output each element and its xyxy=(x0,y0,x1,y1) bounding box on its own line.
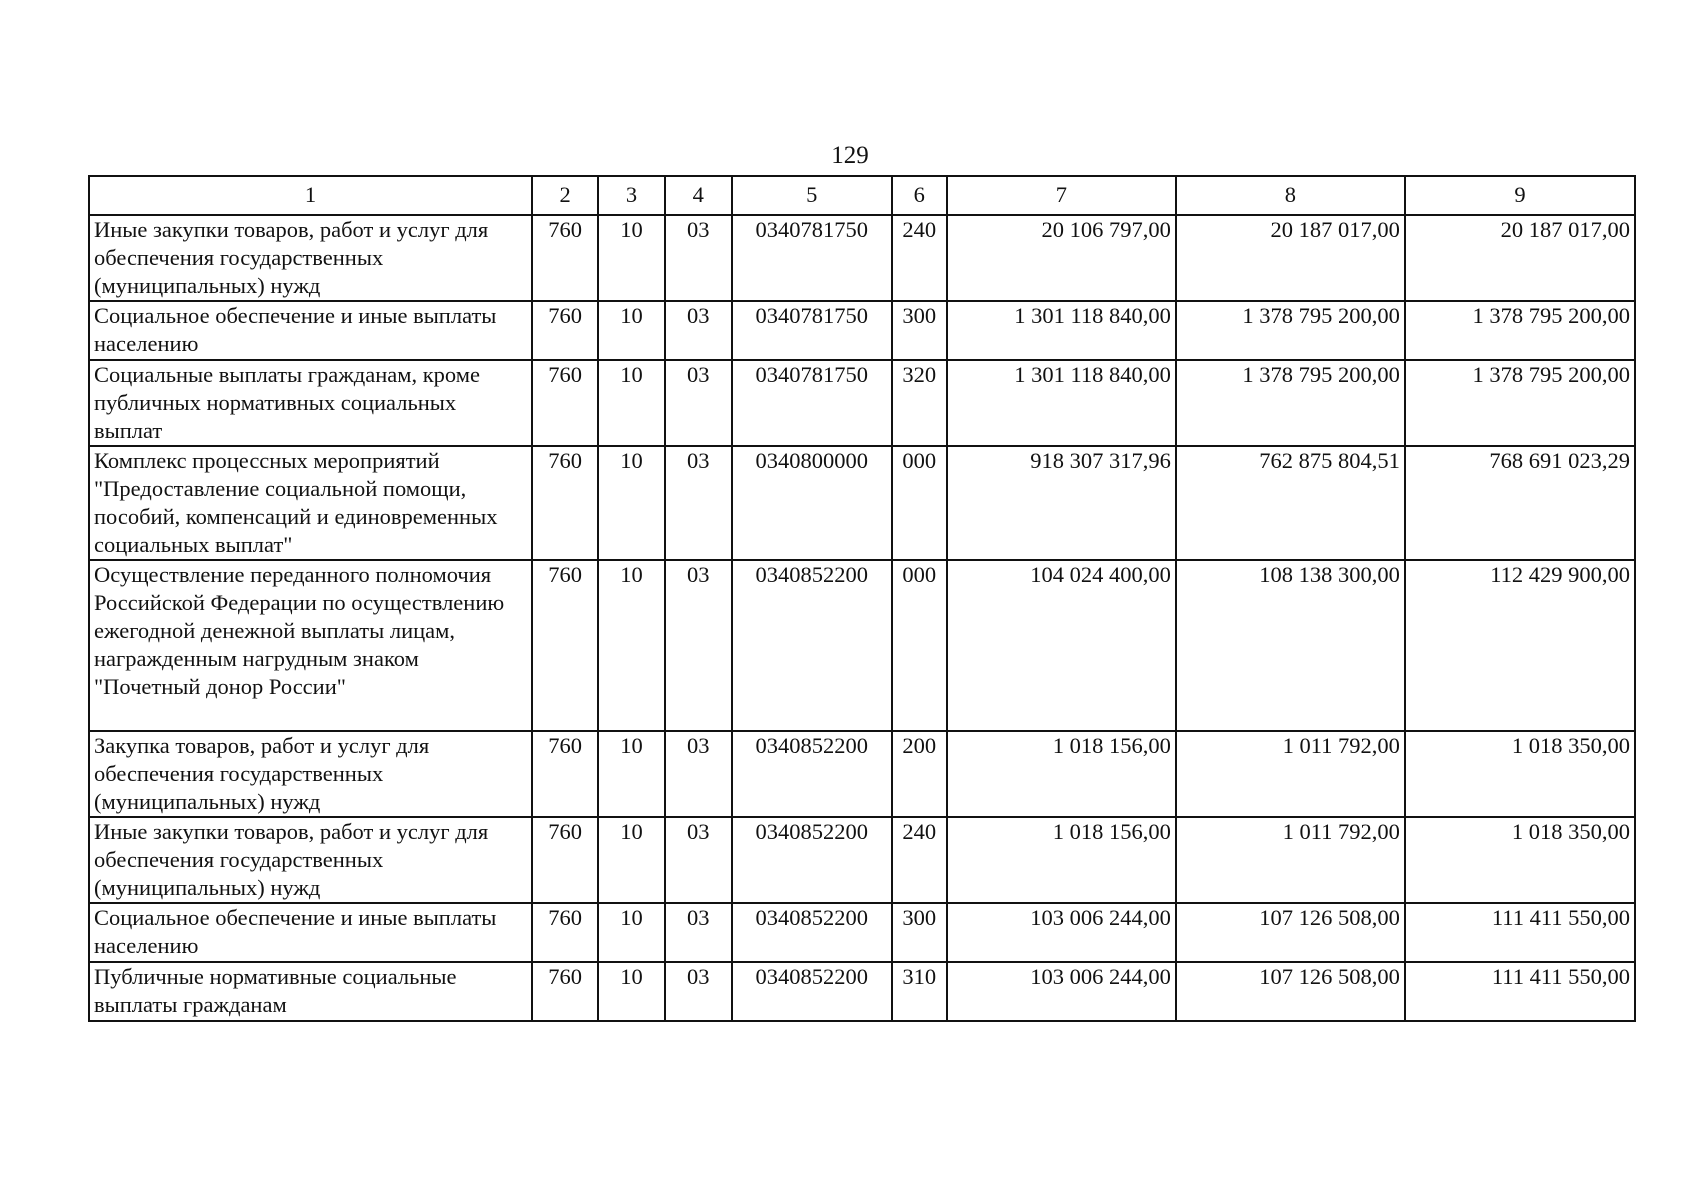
row-name: Социальное обеспечение и иные выплаты населению xyxy=(89,301,532,360)
row-code-4: 03 xyxy=(665,446,732,560)
table-row xyxy=(89,817,1635,903)
row-code-2: 760 xyxy=(532,903,598,962)
row-amount-8: 107 126 508,00 xyxy=(1176,962,1405,1021)
row-code-3: 10 xyxy=(598,817,664,903)
row-amount-8: 1 378 795 200,00 xyxy=(1176,301,1405,360)
row-code-4: 03 xyxy=(665,731,732,817)
row-amount-7: 1 301 118 840,00 xyxy=(947,360,1176,446)
row-code-6: 240 xyxy=(892,215,947,301)
row-code-3: 10 xyxy=(598,360,664,446)
row-amount-8: 762 875 804,51 xyxy=(1176,446,1405,560)
column-header-5: 5 xyxy=(732,176,892,215)
row-amount-7: 918 307 317,96 xyxy=(947,446,1176,560)
row-name: Социальное обеспечение и иные выплаты населению xyxy=(89,903,532,962)
row-code-2: 760 xyxy=(532,817,598,903)
row-amount-9: 1 378 795 200,00 xyxy=(1405,301,1635,360)
row-code-2: 760 xyxy=(532,215,598,301)
table-row xyxy=(89,560,1635,731)
row-amount-8: 1 011 792,00 xyxy=(1176,731,1405,817)
row-code-4: 03 xyxy=(665,962,732,1021)
header-row xyxy=(89,176,1635,215)
row-code-5: 0340852200 xyxy=(732,560,892,731)
row-amount-7: 103 006 244,00 xyxy=(947,903,1176,962)
row-code-4: 03 xyxy=(665,301,732,360)
row-code-5: 0340781750 xyxy=(732,360,892,446)
table-row xyxy=(89,446,1635,560)
row-code-5: 0340852200 xyxy=(732,817,892,903)
row-code-4: 03 xyxy=(665,360,732,446)
row-amount-7: 1 301 118 840,00 xyxy=(947,301,1176,360)
column-header-3: 3 xyxy=(598,176,664,215)
table-row xyxy=(89,731,1635,817)
table-row xyxy=(89,301,1635,360)
row-code-6: 310 xyxy=(892,962,947,1021)
row-code-4: 03 xyxy=(665,560,732,731)
row-name: Закупка товаров, работ и услуг для обеспечения государственных (муниципальных) нужд xyxy=(89,731,532,817)
row-amount-7: 20 106 797,00 xyxy=(947,215,1176,301)
column-header-9: 9 xyxy=(1405,176,1635,215)
row-name: Комплекс процессных мероприятий "Предоставление социальной помощи, пособий, компенсаций и единовременных социальных выплат" xyxy=(89,446,532,560)
row-code-6: 300 xyxy=(892,903,947,962)
row-amount-8: 20 187 017,00 xyxy=(1176,215,1405,301)
row-amount-9: 20 187 017,00 xyxy=(1405,215,1635,301)
row-code-4: 03 xyxy=(665,215,732,301)
column-header-4: 4 xyxy=(665,176,732,215)
row-amount-8: 1 011 792,00 xyxy=(1176,817,1405,903)
row-amount-7: 1 018 156,00 xyxy=(947,731,1176,817)
row-code-5: 0340800000 xyxy=(732,446,892,560)
row-code-3: 10 xyxy=(598,560,664,731)
column-header-1: 1 xyxy=(89,176,532,215)
row-name: Осуществление переданного полномочия Российской Федерации по осуществлению ежегодной денежной выплаты лицам, награжденным нагрудным знаком "Почетный донор России" xyxy=(89,560,532,731)
column-header-6: 6 xyxy=(892,176,947,215)
row-code-6: 300 xyxy=(892,301,947,360)
row-code-6: 000 xyxy=(892,446,947,560)
row-amount-9: 1 018 350,00 xyxy=(1405,817,1635,903)
row-amount-9: 768 691 023,29 xyxy=(1405,446,1635,560)
row-code-2: 760 xyxy=(532,446,598,560)
row-amount-8: 1 378 795 200,00 xyxy=(1176,360,1405,446)
row-code-3: 10 xyxy=(598,215,664,301)
row-amount-8: 108 138 300,00 xyxy=(1176,560,1405,731)
row-code-5: 0340781750 xyxy=(732,215,892,301)
row-code-6: 200 xyxy=(892,731,947,817)
row-code-4: 03 xyxy=(665,903,732,962)
row-amount-9: 111 411 550,00 xyxy=(1405,962,1635,1021)
row-code-3: 10 xyxy=(598,301,664,360)
row-code-2: 760 xyxy=(532,360,598,446)
row-name: Публичные нормативные социальные выплаты гражданам xyxy=(89,962,532,1021)
row-code-2: 760 xyxy=(532,962,598,1021)
table-row xyxy=(89,215,1635,301)
row-name: Социальные выплаты гражданам, кроме публичных нормативных социальных выплат xyxy=(89,360,532,446)
column-header-2: 2 xyxy=(532,176,598,215)
budget-table xyxy=(88,175,1636,1022)
row-amount-9: 1 378 795 200,00 xyxy=(1405,360,1635,446)
table-row xyxy=(89,360,1635,446)
row-code-6: 000 xyxy=(892,560,947,731)
row-amount-7: 103 006 244,00 xyxy=(947,962,1176,1021)
column-header-8: 8 xyxy=(1176,176,1405,215)
row-code-3: 10 xyxy=(598,731,664,817)
row-code-5: 0340852200 xyxy=(732,903,892,962)
row-code-4: 03 xyxy=(665,817,732,903)
table-row xyxy=(89,903,1635,962)
row-code-2: 760 xyxy=(532,731,598,817)
row-code-2: 760 xyxy=(532,301,598,360)
row-code-2: 760 xyxy=(532,560,598,731)
row-code-3: 10 xyxy=(598,446,664,560)
row-amount-8: 107 126 508,00 xyxy=(1176,903,1405,962)
row-code-5: 0340852200 xyxy=(732,731,892,817)
row-amount-7: 1 018 156,00 xyxy=(947,817,1176,903)
row-amount-9: 111 411 550,00 xyxy=(1405,903,1635,962)
row-amount-9: 112 429 900,00 xyxy=(1405,560,1635,731)
row-code-5: 0340852200 xyxy=(732,962,892,1021)
table-row xyxy=(89,962,1635,1021)
row-code-3: 10 xyxy=(598,903,664,962)
row-name: Иные закупки товаров, работ и услуг для обеспечения государственных (муниципальных) нужд xyxy=(89,215,532,301)
row-amount-9: 1 018 350,00 xyxy=(1405,731,1635,817)
page-number: 129 xyxy=(831,142,869,169)
row-amount-7: 104 024 400,00 xyxy=(947,560,1176,731)
row-code-6: 240 xyxy=(892,817,947,903)
row-code-5: 0340781750 xyxy=(732,301,892,360)
row-code-6: 320 xyxy=(892,360,947,446)
row-code-3: 10 xyxy=(598,962,664,1021)
row-name: Иные закупки товаров, работ и услуг для обеспечения государственных (муниципальных) нужд xyxy=(89,817,532,903)
column-header-7: 7 xyxy=(947,176,1176,215)
